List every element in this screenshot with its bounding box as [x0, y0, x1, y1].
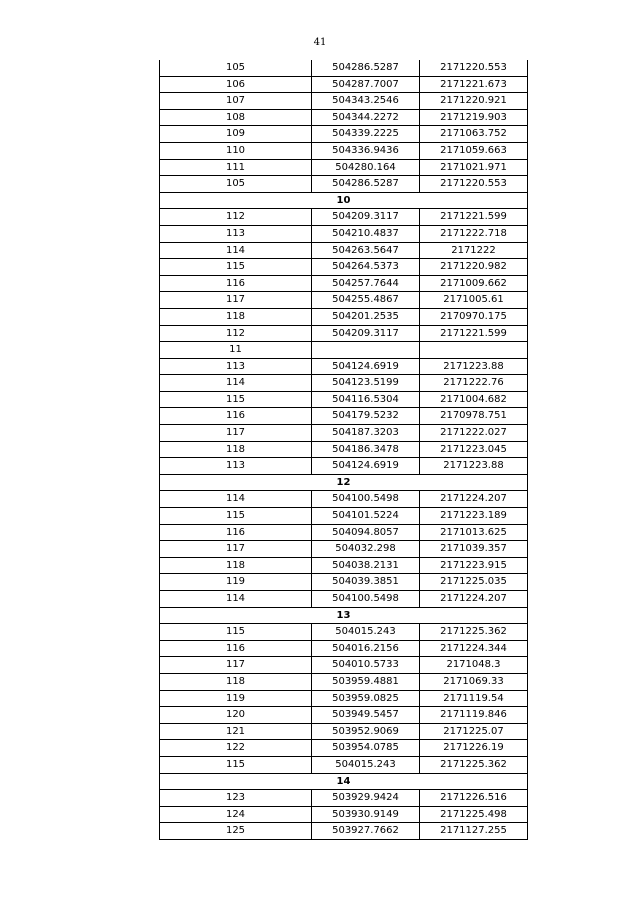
- table-row: [160, 723, 528, 740]
- y-coordinate-cell: 2171222.027: [420, 425, 528, 442]
- point-number-cell: 123: [160, 790, 312, 807]
- y-coordinate-cell: 2171225.035: [420, 574, 528, 591]
- y-coordinate-cell: 2171009.662: [420, 275, 528, 292]
- table-row: [160, 76, 528, 93]
- x-coordinate-cell: 504286.5287: [312, 176, 420, 193]
- y-coordinate-cell: 2171222.76: [420, 375, 528, 392]
- point-number-cell: 122: [160, 740, 312, 757]
- table-row: [160, 308, 528, 325]
- table-row: [160, 790, 528, 807]
- table-row: [160, 690, 528, 707]
- table-row: [160, 823, 528, 840]
- point-number-cell: 105: [160, 176, 312, 193]
- y-coordinate-cell: 2171220.553: [420, 176, 528, 193]
- section-header-row: [160, 773, 528, 790]
- point-number-cell: 114: [160, 375, 312, 392]
- point-number-cell: 118: [160, 557, 312, 574]
- x-coordinate-cell: 504123.5199: [312, 375, 420, 392]
- x-coordinate-cell: 504187.3203: [312, 425, 420, 442]
- table-row: [160, 242, 528, 259]
- x-coordinate-cell: 503949.5457: [312, 707, 420, 724]
- point-number-cell: 114: [160, 491, 312, 508]
- table-row: [160, 640, 528, 657]
- table-row: [160, 541, 528, 558]
- table-row: [160, 275, 528, 292]
- table-row: [160, 342, 528, 359]
- y-coordinate-cell: 2171220.553: [420, 60, 528, 76]
- y-coordinate-cell: 2171059.663: [420, 142, 528, 159]
- x-coordinate-cell: 504010.5733: [312, 657, 420, 674]
- y-coordinate-cell: 2171021.971: [420, 159, 528, 176]
- point-number-cell: 111: [160, 159, 312, 176]
- point-number-cell: 105: [160, 60, 312, 76]
- y-coordinate-cell: 2171225.362: [420, 624, 528, 641]
- y-coordinate-cell: 2171224.207: [420, 591, 528, 608]
- point-number-cell: 116: [160, 524, 312, 541]
- y-coordinate-cell: 2171219.903: [420, 109, 528, 126]
- point-number-cell: 120: [160, 707, 312, 724]
- table-row: [160, 441, 528, 458]
- x-coordinate-cell: 504209.3117: [312, 209, 420, 226]
- table-row: [160, 806, 528, 823]
- y-coordinate-cell: 2170970.175: [420, 308, 528, 325]
- y-coordinate-cell: [420, 342, 528, 359]
- y-coordinate-cell: 2171223.045: [420, 441, 528, 458]
- y-coordinate-cell: 2171119.846: [420, 707, 528, 724]
- coordinates-table-body: [160, 60, 528, 839]
- table-row: [160, 325, 528, 342]
- section-number: 14: [160, 773, 528, 790]
- x-coordinate-cell: 503959.0825: [312, 690, 420, 707]
- point-number-cell: 119: [160, 574, 312, 591]
- y-coordinate-cell: 2171069.33: [420, 673, 528, 690]
- table-row: [160, 557, 528, 574]
- table-row: [160, 624, 528, 641]
- table-row: [160, 425, 528, 442]
- table-row: [160, 142, 528, 159]
- x-coordinate-cell: 503927.7662: [312, 823, 420, 840]
- x-coordinate-cell: 504101.5224: [312, 508, 420, 525]
- x-coordinate-cell: 504124.6919: [312, 358, 420, 375]
- table-row: [160, 408, 528, 425]
- point-number-cell: 117: [160, 425, 312, 442]
- y-coordinate-cell: 2171223.88: [420, 458, 528, 475]
- point-number-cell: 114: [160, 242, 312, 259]
- table-row: [160, 458, 528, 475]
- section-number: 12: [160, 474, 528, 491]
- y-coordinate-cell: 2171048.3: [420, 657, 528, 674]
- point-number-cell: 115: [160, 624, 312, 641]
- y-coordinate-cell: 2171005.61: [420, 292, 528, 309]
- table-row: [160, 524, 528, 541]
- x-coordinate-cell: 504179.5232: [312, 408, 420, 425]
- x-coordinate-cell: 504210.4837: [312, 225, 420, 242]
- point-number-cell: 113: [160, 458, 312, 475]
- y-coordinate-cell: 2171223.88: [420, 358, 528, 375]
- table-row: [160, 391, 528, 408]
- y-coordinate-cell: 2171220.982: [420, 259, 528, 276]
- point-number-cell: 115: [160, 259, 312, 276]
- point-number-cell: 121: [160, 723, 312, 740]
- point-number-cell: 119: [160, 690, 312, 707]
- table-row: [160, 574, 528, 591]
- point-number-cell: 106: [160, 76, 312, 93]
- table-row: [160, 126, 528, 143]
- y-coordinate-cell: 2171225.07: [420, 723, 528, 740]
- y-coordinate-cell: 2171063.752: [420, 126, 528, 143]
- x-coordinate-cell: 504038.2131: [312, 557, 420, 574]
- y-coordinate-cell: 2171119.54: [420, 690, 528, 707]
- table-row: [160, 60, 528, 76]
- table-row: [160, 159, 528, 176]
- y-coordinate-cell: 2171225.498: [420, 806, 528, 823]
- point-number-cell: 117: [160, 541, 312, 558]
- x-coordinate-cell: 504186.3478: [312, 441, 420, 458]
- x-coordinate-cell: 504016.2156: [312, 640, 420, 657]
- table-row: [160, 358, 528, 375]
- x-coordinate-cell: 504209.3117: [312, 325, 420, 342]
- y-coordinate-cell: 2171224.207: [420, 491, 528, 508]
- point-number-cell: 118: [160, 308, 312, 325]
- x-coordinate-cell: 504015.243: [312, 624, 420, 641]
- y-coordinate-cell: 2171127.255: [420, 823, 528, 840]
- x-coordinate-cell: 504100.5498: [312, 491, 420, 508]
- x-coordinate-cell: [312, 342, 420, 359]
- point-number-cell: 118: [160, 673, 312, 690]
- point-number-cell: 11: [160, 342, 312, 359]
- section-header-row: [160, 607, 528, 624]
- y-coordinate-cell: 2170978.751: [420, 408, 528, 425]
- point-number-cell: 116: [160, 640, 312, 657]
- y-coordinate-cell: 2171222.718: [420, 225, 528, 242]
- x-coordinate-cell: 504124.6919: [312, 458, 420, 475]
- x-coordinate-cell: 504263.5647: [312, 242, 420, 259]
- x-coordinate-cell: 504287.7007: [312, 76, 420, 93]
- point-number-cell: 117: [160, 292, 312, 309]
- y-coordinate-cell: 2171224.344: [420, 640, 528, 657]
- y-coordinate-cell: 2171226.516: [420, 790, 528, 807]
- table-row: [160, 292, 528, 309]
- table-row: [160, 740, 528, 757]
- point-number-cell: 116: [160, 275, 312, 292]
- point-number-cell: 115: [160, 391, 312, 408]
- table-row: [160, 93, 528, 110]
- coordinates-table: [159, 60, 528, 840]
- x-coordinate-cell: 504257.7644: [312, 275, 420, 292]
- x-coordinate-cell: 504339.2225: [312, 126, 420, 143]
- point-number-cell: 125: [160, 823, 312, 840]
- x-coordinate-cell: 504280.164: [312, 159, 420, 176]
- x-coordinate-cell: 504094.8057: [312, 524, 420, 541]
- table-row: [160, 657, 528, 674]
- point-number-cell: 118: [160, 441, 312, 458]
- point-number-cell: 117: [160, 657, 312, 674]
- x-coordinate-cell: 503930.9149: [312, 806, 420, 823]
- y-coordinate-cell: 2171221.599: [420, 325, 528, 342]
- table-row: [160, 259, 528, 276]
- point-number-cell: 109: [160, 126, 312, 143]
- table-row: [160, 209, 528, 226]
- table-row: [160, 707, 528, 724]
- point-number-cell: 113: [160, 358, 312, 375]
- table-row: [160, 673, 528, 690]
- point-number-cell: 112: [160, 325, 312, 342]
- table-row: [160, 225, 528, 242]
- y-coordinate-cell: 2171221.599: [420, 209, 528, 226]
- y-coordinate-cell: 2171013.625: [420, 524, 528, 541]
- y-coordinate-cell: 2171222: [420, 242, 528, 259]
- point-number-cell: 116: [160, 408, 312, 425]
- x-coordinate-cell: 504100.5498: [312, 591, 420, 608]
- point-number-cell: 112: [160, 209, 312, 226]
- page-number: 41: [313, 37, 327, 48]
- table-row: [160, 109, 528, 126]
- y-coordinate-cell: 2171226.19: [420, 740, 528, 757]
- x-coordinate-cell: 504015.243: [312, 756, 420, 773]
- point-number-cell: 107: [160, 93, 312, 110]
- y-coordinate-cell: 2171223.915: [420, 557, 528, 574]
- x-coordinate-cell: 504039.3851: [312, 574, 420, 591]
- section-number: 10: [160, 192, 528, 209]
- table-row: [160, 176, 528, 193]
- x-coordinate-cell: 504344.2272: [312, 109, 420, 126]
- table-row: [160, 756, 528, 773]
- x-coordinate-cell: 504255.4867: [312, 292, 420, 309]
- x-coordinate-cell: 504116.5304: [312, 391, 420, 408]
- point-number-cell: 124: [160, 806, 312, 823]
- section-header-row: [160, 474, 528, 491]
- x-coordinate-cell: 504343.2546: [312, 93, 420, 110]
- x-coordinate-cell: 503954.0785: [312, 740, 420, 757]
- y-coordinate-cell: 2171223.189: [420, 508, 528, 525]
- x-coordinate-cell: 503959.4881: [312, 673, 420, 690]
- table-row: [160, 591, 528, 608]
- x-coordinate-cell: 504264.5373: [312, 259, 420, 276]
- x-coordinate-cell: 503929.9424: [312, 790, 420, 807]
- x-coordinate-cell: 503952.9069: [312, 723, 420, 740]
- table-row: [160, 375, 528, 392]
- y-coordinate-cell: 2171220.921: [420, 93, 528, 110]
- section-header-row: [160, 192, 528, 209]
- y-coordinate-cell: 2171039.357: [420, 541, 528, 558]
- table-row: [160, 508, 528, 525]
- x-coordinate-cell: 504336.9436: [312, 142, 420, 159]
- y-coordinate-cell: 2171004.682: [420, 391, 528, 408]
- table-row: [160, 491, 528, 508]
- point-number-cell: 108: [160, 109, 312, 126]
- x-coordinate-cell: 504286.5287: [312, 60, 420, 76]
- y-coordinate-cell: 2171225.362: [420, 756, 528, 773]
- point-number-cell: 113: [160, 225, 312, 242]
- x-coordinate-cell: 504201.2535: [312, 308, 420, 325]
- point-number-cell: 110: [160, 142, 312, 159]
- x-coordinate-cell: 504032.298: [312, 541, 420, 558]
- y-coordinate-cell: 2171221.673: [420, 76, 528, 93]
- section-number: 13: [160, 607, 528, 624]
- point-number-cell: 115: [160, 508, 312, 525]
- point-number-cell: 115: [160, 756, 312, 773]
- point-number-cell: 114: [160, 591, 312, 608]
